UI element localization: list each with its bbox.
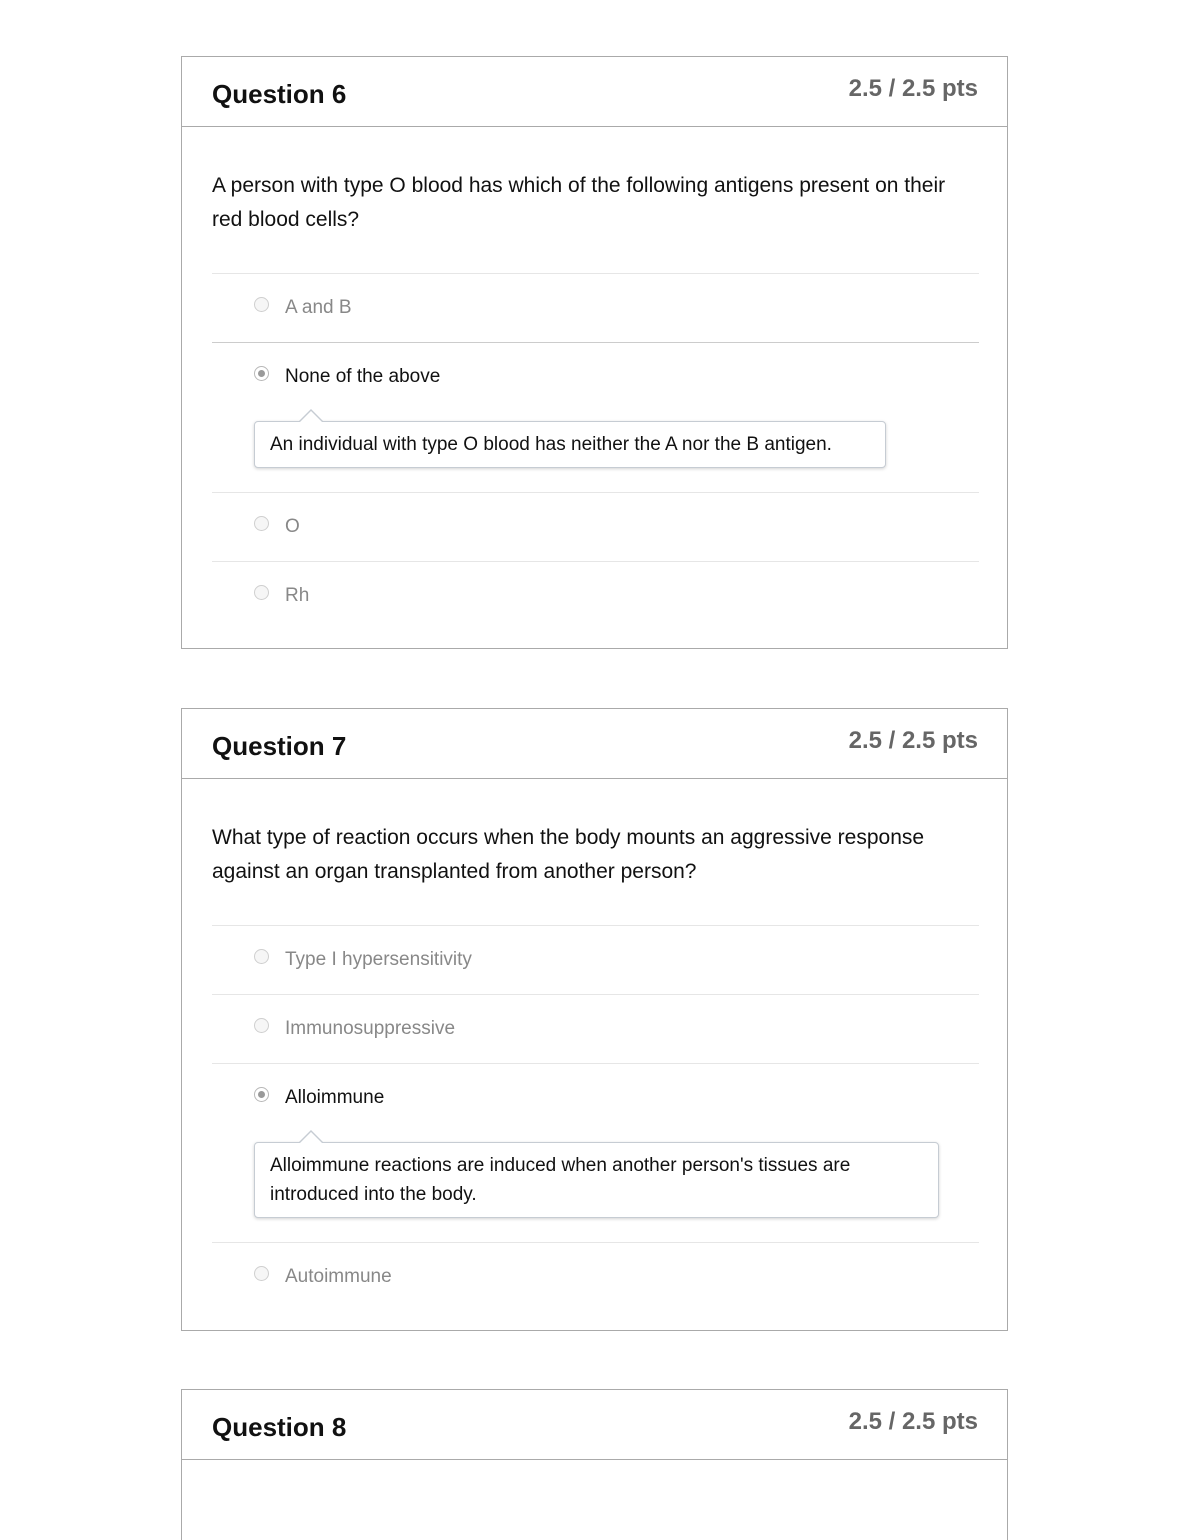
radio-unselected-icon[interactable] bbox=[254, 297, 269, 312]
answer-list bbox=[212, 273, 979, 630]
answer-label: A and B bbox=[285, 297, 352, 318]
radio-unselected-icon[interactable] bbox=[254, 516, 269, 531]
answer-label: Type I hypersensitivity bbox=[285, 949, 472, 970]
question-points: 2.5 / 2.5 pts bbox=[848, 1408, 978, 1435]
answer-feedback: Alloimmune reactions are induced when another person's tissues are introduced into the body. bbox=[254, 1142, 939, 1218]
question-body bbox=[182, 779, 1007, 1311]
question-title: Question 7 bbox=[212, 731, 347, 761]
radio-selected-icon[interactable] bbox=[254, 366, 269, 381]
answer-label: Immunosuppressive bbox=[285, 1018, 456, 1039]
question-header bbox=[182, 709, 1007, 779]
question-card-6 bbox=[181, 56, 1008, 649]
answer-option[interactable] bbox=[212, 995, 979, 1064]
question-title: Question 6 bbox=[212, 79, 347, 109]
answer-option[interactable] bbox=[212, 1243, 979, 1311]
question-points: 2.5 / 2.5 pts bbox=[848, 75, 978, 102]
answer-option-selected[interactable] bbox=[212, 343, 979, 493]
answer-option[interactable] bbox=[212, 926, 979, 995]
question-header bbox=[182, 1390, 1007, 1460]
answer-label: Rh bbox=[285, 585, 310, 606]
question-points: 2.5 / 2.5 pts bbox=[848, 727, 978, 754]
question-text: What type of reaction occurs when the body mounts an aggressive response against an organ transplanted from another person? bbox=[212, 826, 925, 883]
answer-option[interactable] bbox=[212, 493, 979, 562]
question-body bbox=[182, 127, 1007, 630]
answer-label: Alloimmune bbox=[285, 1087, 385, 1108]
answer-option[interactable] bbox=[212, 562, 979, 630]
radio-unselected-icon[interactable] bbox=[254, 585, 269, 600]
answer-feedback: An individual with type O blood has neither the A nor the B antigen. bbox=[254, 421, 886, 468]
question-card-7 bbox=[181, 708, 1008, 1331]
question-text: A person with type O blood has which of the following antigens present on their red blood cells? bbox=[212, 174, 946, 231]
radio-unselected-icon[interactable] bbox=[254, 949, 269, 964]
answer-label: None of the above bbox=[285, 366, 441, 387]
radio-unselected-icon[interactable] bbox=[254, 1018, 269, 1033]
radio-unselected-icon[interactable] bbox=[254, 1266, 269, 1281]
answer-list bbox=[212, 925, 979, 1311]
question-card-8 bbox=[181, 1389, 1008, 1540]
radio-selected-icon[interactable] bbox=[254, 1087, 269, 1102]
answer-option[interactable] bbox=[212, 274, 979, 343]
answer-label: Autoimmune bbox=[285, 1266, 392, 1287]
answer-label: O bbox=[285, 516, 300, 537]
answer-option-selected[interactable] bbox=[212, 1064, 979, 1243]
question-header bbox=[182, 57, 1007, 127]
question-title: Question 8 bbox=[212, 1412, 347, 1442]
